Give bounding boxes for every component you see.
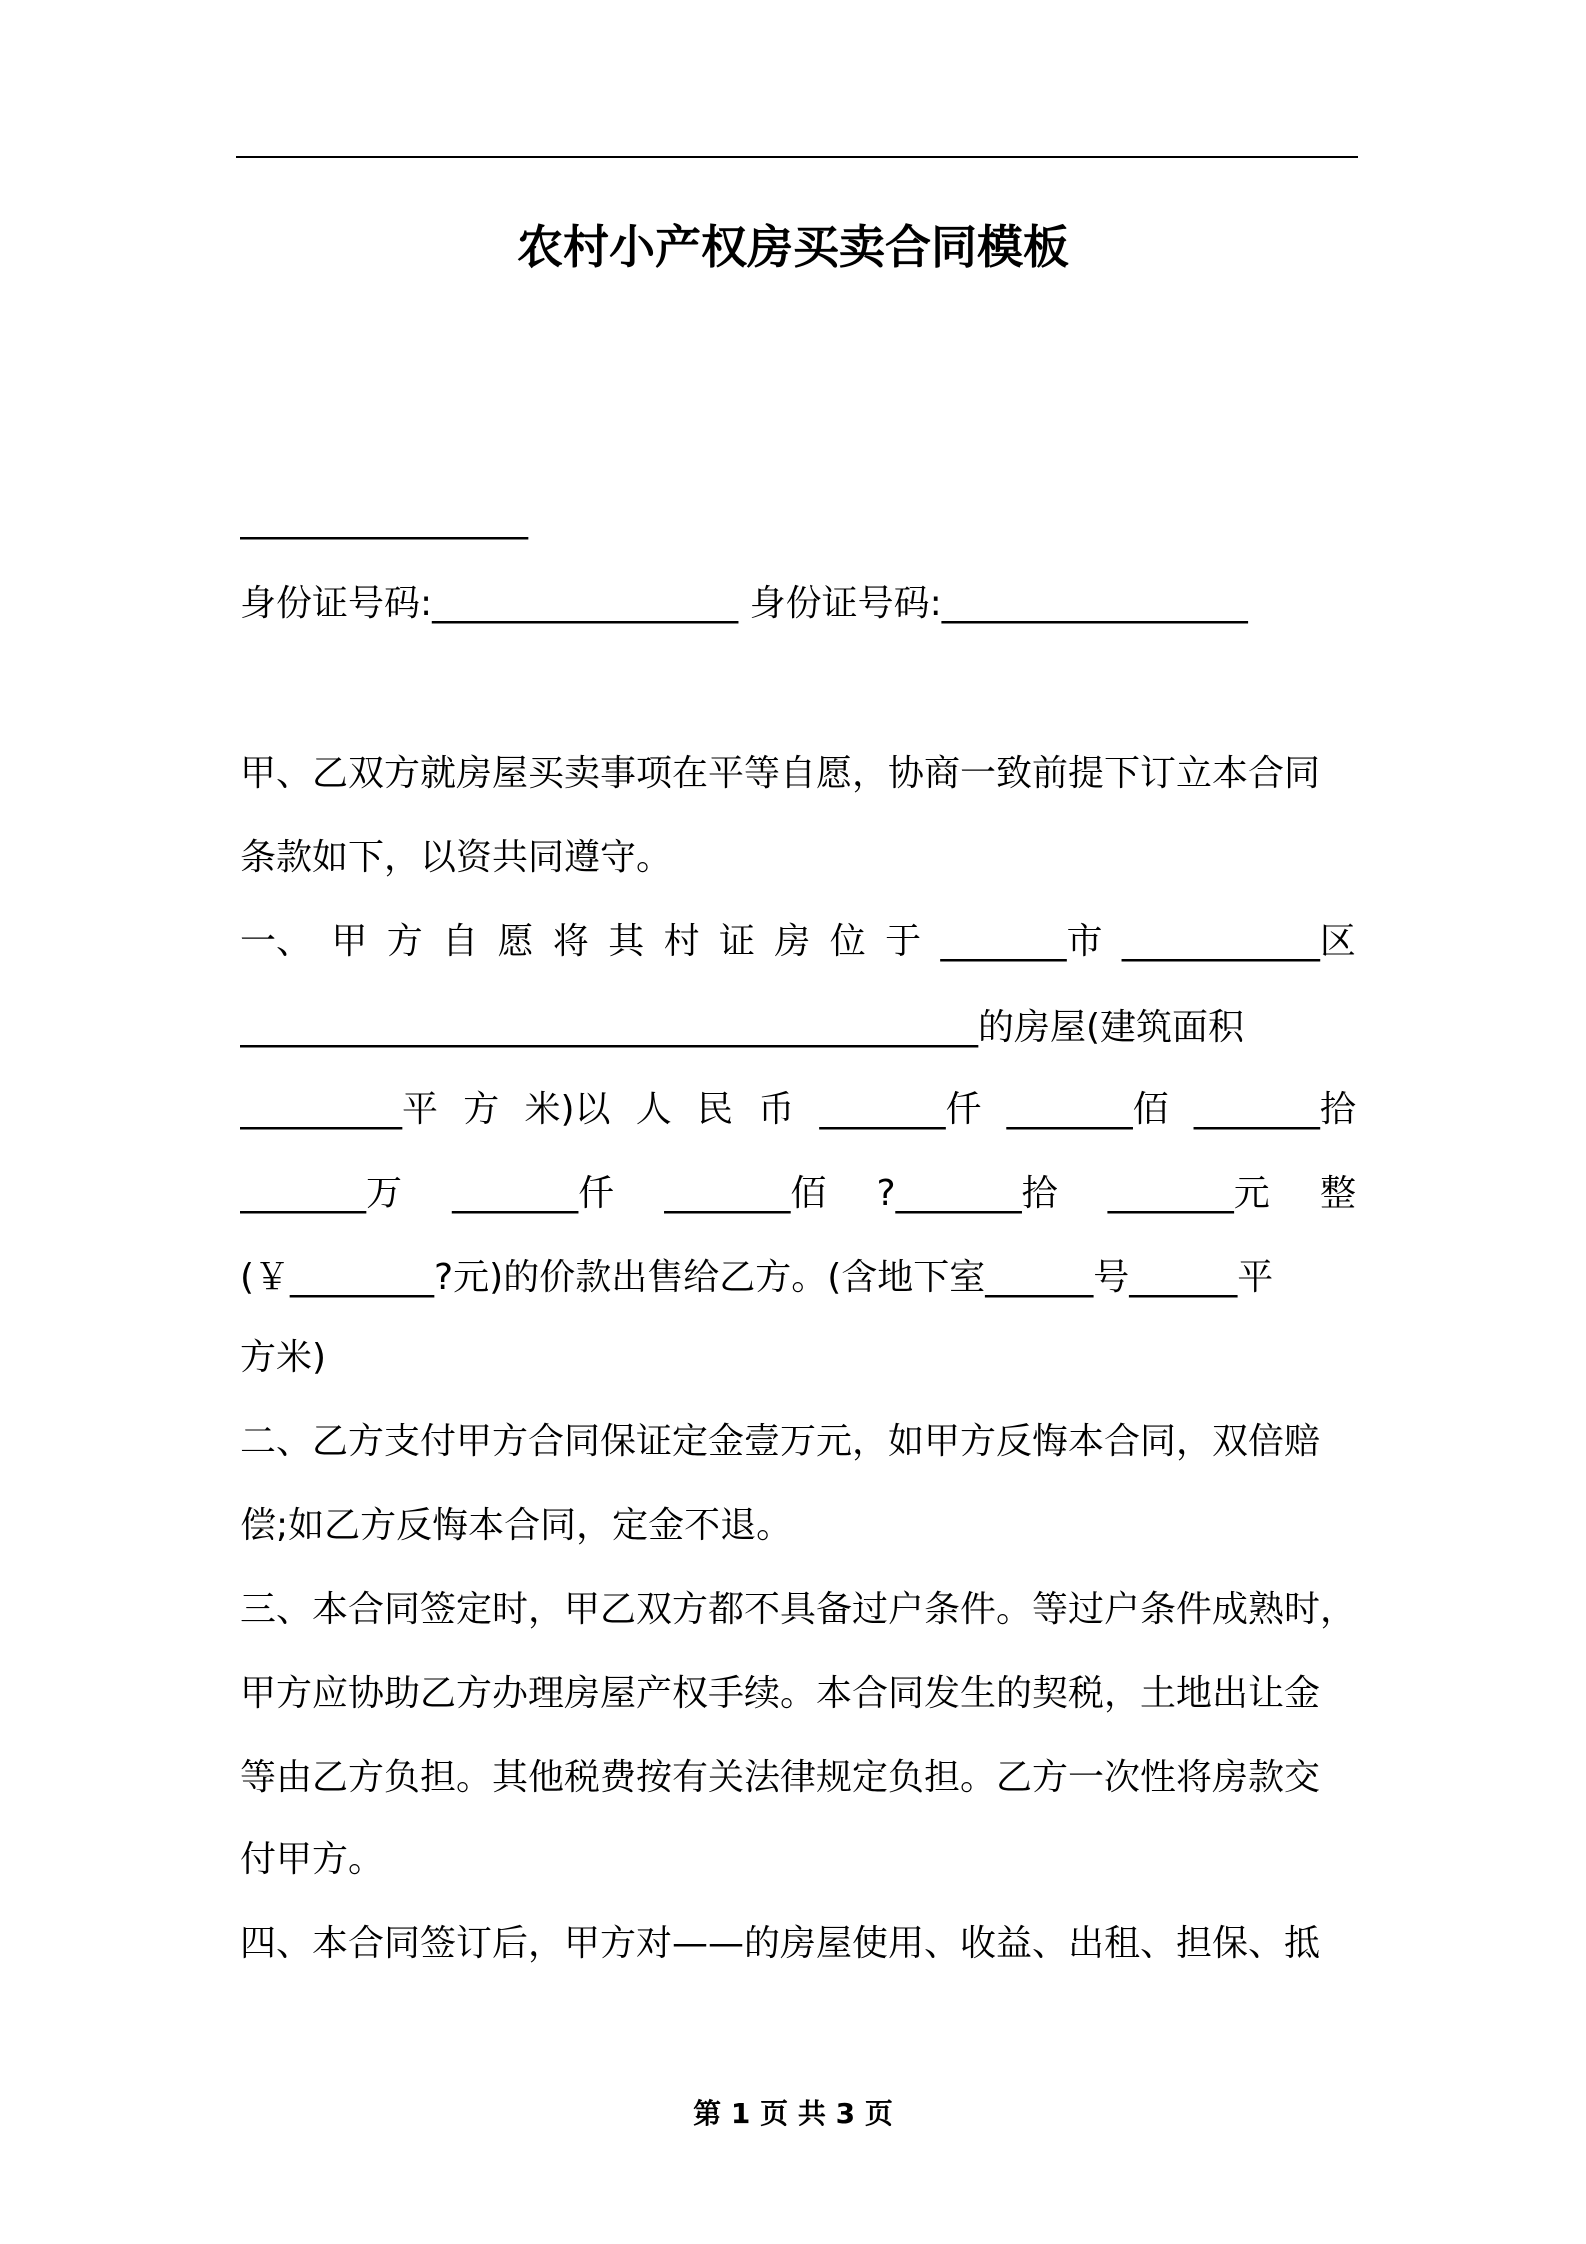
- amount-tens-blank: _______拾: [1193, 1089, 1356, 1130]
- clause-1-line-4: [240, 1164, 1356, 1224]
- clause-1-line-6: 方米): [240, 1337, 327, 1378]
- clause-text: 房: [774, 921, 811, 962]
- clause-text: 村: [663, 921, 700, 962]
- clause-3-line-4: 付甲方。: [240, 1839, 385, 1880]
- clause-3-line-2: 甲方应协助乙方办理房屋产权手续。本合同发生的契税，土地出让金: [240, 1673, 1321, 1714]
- district-blank: ___________区: [1121, 921, 1356, 962]
- page-number: 第 1 页 共 3 页: [693, 2097, 893, 2130]
- amount-yuan-blank: _______元: [1107, 1173, 1270, 1214]
- clause-text: 位: [829, 921, 866, 962]
- clause-text: 愿: [497, 921, 534, 962]
- intro-line-2: 条款如下，以资共同遵守。: [240, 837, 673, 878]
- clause-2-line-1: 二、乙方支付甲方合同保证定金壹万元，如甲方反悔本合同，双倍赔: [240, 1421, 1321, 1462]
- clause-text: 自: [442, 921, 479, 962]
- header-rule: [236, 156, 1358, 158]
- clause-1-line-2: _________________________________________的房屋(建筑面积: [240, 1007, 1245, 1048]
- clause-text: 整: [1319, 1173, 1356, 1214]
- amount-hundreds-blank: _______佰: [1006, 1089, 1169, 1130]
- clause-2-line-2: 偿;如乙方反悔本合同，定金不退。: [240, 1505, 793, 1546]
- document-title: 农村小产权房买卖合同模板: [517, 220, 1069, 274]
- clause-text: 民: [696, 1089, 733, 1130]
- clause-4-line-1: 四、本合同签订后，甲方对——的房屋使用、收益、出租、担保、抵: [240, 1923, 1321, 1964]
- area-blank: _________平: [240, 1089, 439, 1130]
- clause-1-line-5: (￥________?元)的价款出售给乙方。(含地下室______号______平: [240, 1257, 1274, 1298]
- amount-thousands-blank: _______仟: [819, 1089, 982, 1130]
- clause-text: 其: [608, 921, 645, 962]
- city-blank: _______市: [940, 921, 1103, 962]
- buyer-name-blank: ________________: [240, 499, 528, 540]
- amount-tens-blank: ?_______拾: [876, 1173, 1058, 1214]
- clause-1-line-3: [240, 1080, 1356, 1140]
- clause-text: 方: [463, 1089, 500, 1130]
- clause-text: 将: [552, 921, 589, 962]
- buyer-name-line: [240, 490, 1356, 550]
- clause-text: 一、: [240, 921, 313, 962]
- clause-1-line-1: [240, 912, 1356, 972]
- amount-thousands-blank: _______仟: [452, 1173, 615, 1214]
- amount-ten-thousands-blank: _______万: [240, 1173, 403, 1214]
- clause-text: 方: [386, 921, 423, 962]
- clause-text: 米)以: [524, 1089, 611, 1130]
- clause-text: 甲: [331, 921, 368, 962]
- amount-hundreds-blank: _______佰: [664, 1173, 827, 1214]
- clause-text: 证: [719, 921, 756, 962]
- clause-text: 于: [885, 921, 922, 962]
- clause-text: 币: [758, 1089, 795, 1130]
- clause-3-line-1: 三、本合同签定时，甲乙双方都不具备过户条件。等过户条件成熟时，: [240, 1589, 1356, 1630]
- clause-text: 人: [635, 1089, 672, 1130]
- intro-line-1: 甲、乙双方就房屋买卖事项在平等自愿，协商一致前提下订立本合同: [240, 753, 1321, 794]
- id-number-line: 身份证号码:_________________ 身份证号码:_________________: [240, 583, 1248, 624]
- clause-3-line-3: 等由乙方负担。其他税费按有关法律规定负担。乙方一次性将房款交: [240, 1757, 1321, 1798]
